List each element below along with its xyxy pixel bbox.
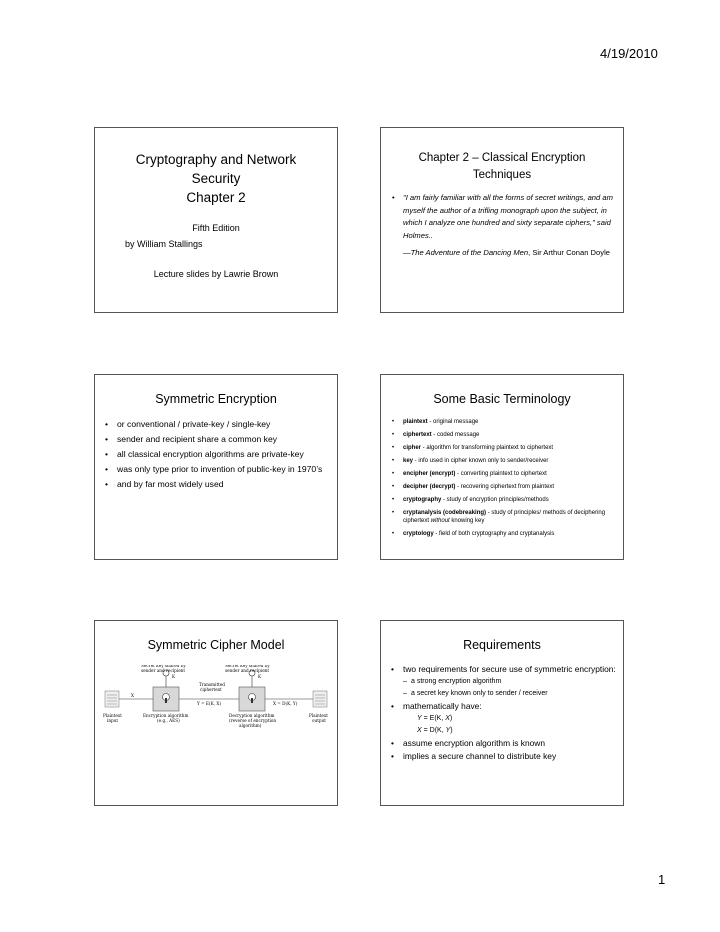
title-line: Techniques — [472, 169, 532, 181]
page-date: 4/19/2010 — [600, 46, 658, 61]
slide-title: Some Basic Terminology — [433, 392, 571, 406]
key-symbol: K — [258, 674, 262, 679]
slide-title — [381, 150, 623, 184]
x-formula: X = D(K, Y) — [273, 701, 298, 706]
list-item: • was only type prior to invention of public-key in 1970’s — [105, 464, 323, 474]
cite-dash: — — [403, 248, 411, 257]
plaintext-input-label: input — [107, 718, 119, 723]
cipher-model-diagram — [101, 665, 333, 745]
list-item: • implies a secure channel to distribute key — [391, 751, 557, 761]
cite-author: , Sir Arthur Conan Doyle — [528, 248, 610, 257]
list-item: • mathematically have: — [391, 701, 482, 711]
list-item: • two requirements for secure use of symmetric encryption: — [391, 664, 616, 674]
list-item: • sender and recipient share a common key — [105, 434, 278, 444]
term-item: • ciphertext - coded message — [392, 432, 480, 438]
bullet: • — [392, 193, 395, 202]
equation: X = D(K, Y) — [417, 727, 453, 734]
encryption-label: (e.g., AES) — [157, 718, 180, 723]
key-label-right: Secret key shared by — [225, 665, 270, 668]
sub-list-item: – a strong encryption algorithm — [403, 678, 502, 685]
key-label-right: sender and recipient — [225, 668, 270, 673]
edition-text: Fifth Edition — [192, 223, 240, 233]
slide-cipher-model — [94, 620, 338, 806]
terminology-list — [392, 418, 617, 538]
slide-requirements — [380, 620, 624, 806]
decryption-box-icon — [239, 687, 265, 711]
equation: Y = E(K, X) — [417, 715, 453, 722]
title-line: Chapter 2 — [186, 190, 246, 205]
key-label-left: sender and recipient — [141, 668, 186, 673]
sub-list-item: – a secret key known only to sender / receiver — [403, 690, 548, 697]
plaintext-output-doc-icon — [313, 691, 327, 707]
key-label-left: Secret key shared by — [141, 665, 186, 668]
slide-title: Symmetric Cipher Model — [147, 638, 285, 652]
slide-title — [95, 150, 337, 207]
author-text: by William Stallings — [125, 239, 203, 249]
term-item: • cipher - algorithm for transforming plaintext to ciphertext — [392, 445, 554, 451]
list-item: • and by far most widely used — [105, 479, 224, 489]
term-item: • encipher (encrypt) - converting plaintext to ciphertext — [392, 471, 547, 477]
term-item: • cryptology - field of both cryptography and cryptanalysis — [392, 531, 555, 537]
decryption-label: (reverse of encryption — [229, 718, 277, 723]
slide-title: Symmetric Encryption — [155, 392, 277, 406]
decryption-label: algorithm) — [239, 723, 262, 728]
x-label: X — [131, 693, 134, 698]
page-number: 1 — [658, 872, 666, 887]
slide-title-page — [94, 127, 338, 313]
term-item: • key - info used in cipher known only to sender/receiver — [392, 458, 549, 464]
bullet-list — [105, 418, 329, 490]
transmitted-label: Transmitted — [199, 682, 225, 687]
term-item: • plaintext - original message — [392, 419, 479, 425]
bullet-list — [391, 664, 617, 762]
slide-title: Requirements — [463, 638, 541, 652]
slide-chapter-intro — [380, 127, 624, 313]
lecture-credit: Lecture slides by Lawrie Brown — [153, 269, 279, 279]
encryption-box-icon — [153, 687, 179, 711]
term-item: • cryptography - study of encryption principles/methods — [392, 497, 549, 503]
plaintext-output-label: Plaintext — [309, 713, 328, 718]
quote-citation — [403, 247, 613, 259]
plaintext-input-doc-icon — [105, 691, 119, 707]
key-symbol: K — [172, 674, 176, 679]
title-line: Cryptography and Network — [135, 152, 297, 167]
holmes-quote — [392, 192, 613, 242]
title-line: Chapter 2 – Classical Encryption — [418, 152, 586, 164]
term-item: • decipher (decrypt) - recovering ciphertext from plaintext — [392, 484, 555, 490]
term-item: • cryptanalysis (codebreaking) - study of principles/ methods of deciphering ciphertext without knowing key — [392, 510, 606, 524]
title-line: Security — [191, 171, 241, 186]
slide-symmetric-encryption — [94, 374, 338, 560]
plaintext-input-label: Plaintext — [103, 713, 122, 718]
slide-terminology — [380, 374, 624, 560]
plaintext-output-label: output — [312, 718, 326, 723]
encryption-label: Encryption algorithm — [143, 713, 189, 718]
list-item: • assume encryption algorithm is known — [391, 738, 545, 748]
cite-work: The Adventure of the Dancing Men — [410, 248, 529, 257]
y-formula: Y = E(K, X) — [197, 701, 222, 706]
transmitted-label: ciphertext — [200, 687, 222, 692]
list-item: • all classical encryption algorithms are private-key — [105, 449, 304, 459]
quote-text: "I am fairly familiar with all the forms of secret writings, and am myself the author of a trifling monograph upon the subject, in which I analyze one hundred and sixty separate ciphers," said Holmes.. — [403, 193, 613, 240]
decryption-label: Decryption algorithm — [229, 713, 275, 718]
list-item: • or conventional / private-key / single-key — [105, 419, 271, 429]
